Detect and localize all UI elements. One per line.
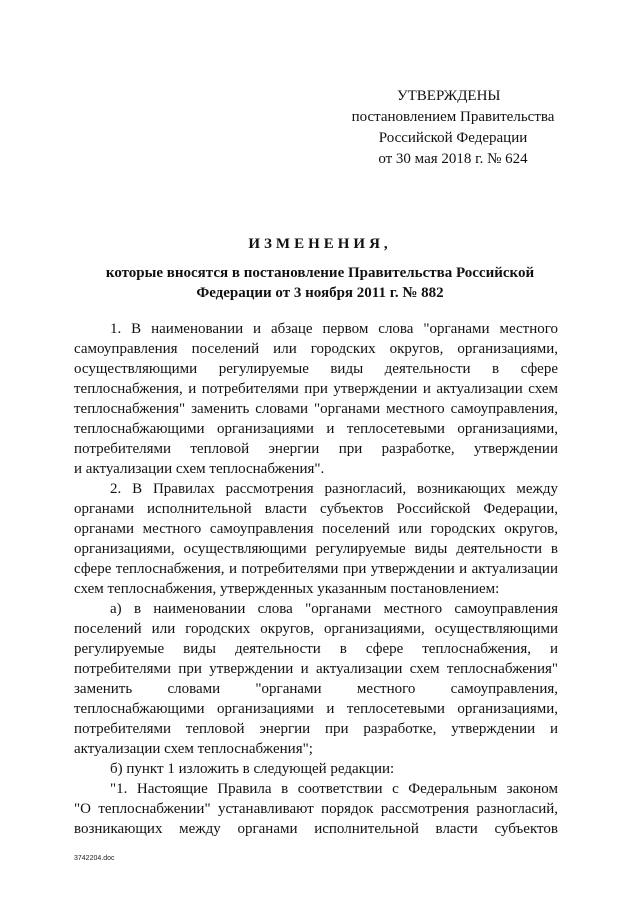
body-line: возникающих между органами исполнительной власти субъектов (74, 821, 558, 837)
body-line: б) пункт 1 изложить в следующей редакции: (110, 761, 395, 777)
body-line: сфере теплоснабжения, и потребителями при утверждении и актуализации (74, 561, 558, 577)
body-line: органами исполнительной власти субъектов Российской Федерации, (74, 501, 558, 517)
body-line: потребителями тепловой энергии при разработке, утверждении и (74, 721, 558, 737)
document-subtitle (100, 263, 540, 303)
body-line: и актуализации схем теплоснабжения". (74, 461, 325, 477)
body-line: теплоснабжающими организациями и теплосетевыми организациями, (74, 701, 558, 717)
body-line: теплоснабжения, и потребителями при утверждении и актуализации схем (74, 381, 558, 397)
body-line: заменить словами "органами местного самоуправления, (74, 681, 558, 697)
body-line: схем теплоснабжения, утвержденных указанным постановлением: (74, 581, 500, 597)
body-line: 2. В Правилах рассмотрения разногласий, возникающих между (110, 481, 558, 497)
body-line: потребителями тепловой энергии при разработке, утверждении (74, 441, 558, 457)
body-line: потребителями при утверждении и актуализации схем теплоснабжения" (74, 661, 558, 677)
body-line: регулируемые виды деятельности в сфере теплоснабжения, и (74, 641, 558, 657)
body-line: актуализации схем теплоснабжения"; (74, 741, 313, 757)
document-body (74, 319, 558, 839)
approval-line-2: Российской Федерации (378, 130, 528, 146)
approval-heading: УТВЕРЖДЕНЫ (397, 88, 501, 104)
body-line: "О теплоснабжении" устанавливают порядок рассмотрения разногласий, (74, 801, 558, 817)
body-line: поселений или городских округов, организациями, осуществляющими (74, 621, 558, 637)
body-line: органами местного самоуправления поселений или городских округов, (74, 521, 558, 537)
body-line: теплоснабжающими организациями и теплосетевыми организациями, (74, 421, 558, 437)
approval-block (330, 86, 576, 170)
subtitle-line-1: которые вносятся в постановление Правительства Российской (105, 265, 535, 281)
body-line: "1. Настоящие Правила в соответствии с Федеральным законом (110, 781, 558, 797)
approval-line-1: постановлением Правительства (351, 109, 555, 125)
body-line: а) в наименовании слова "органами местного самоуправления (110, 601, 558, 617)
subtitle-line-2: Федерации от 3 ноября 2011 г. № 882 (196, 285, 444, 301)
body-line: 1. В наименовании и абзаце первом слова "органами местного (110, 321, 558, 337)
body-line: осуществляющими регулируемые виды деятельности в сфере (74, 361, 558, 377)
body-line: организациями, осуществляющими регулируемые виды деятельности в (74, 541, 558, 557)
approval-line-3: от 30 мая 2018 г. № 624 (378, 151, 528, 167)
body-line: самоуправления поселений или городских округов, организациями, (74, 341, 558, 357)
body-line: теплоснабжения" заменить словами "органами местного самоуправления, (74, 401, 558, 417)
document-title: ИЗМЕНЕНИЯ, (248, 236, 392, 252)
document-file-name: 3742204.doc (74, 855, 115, 862)
